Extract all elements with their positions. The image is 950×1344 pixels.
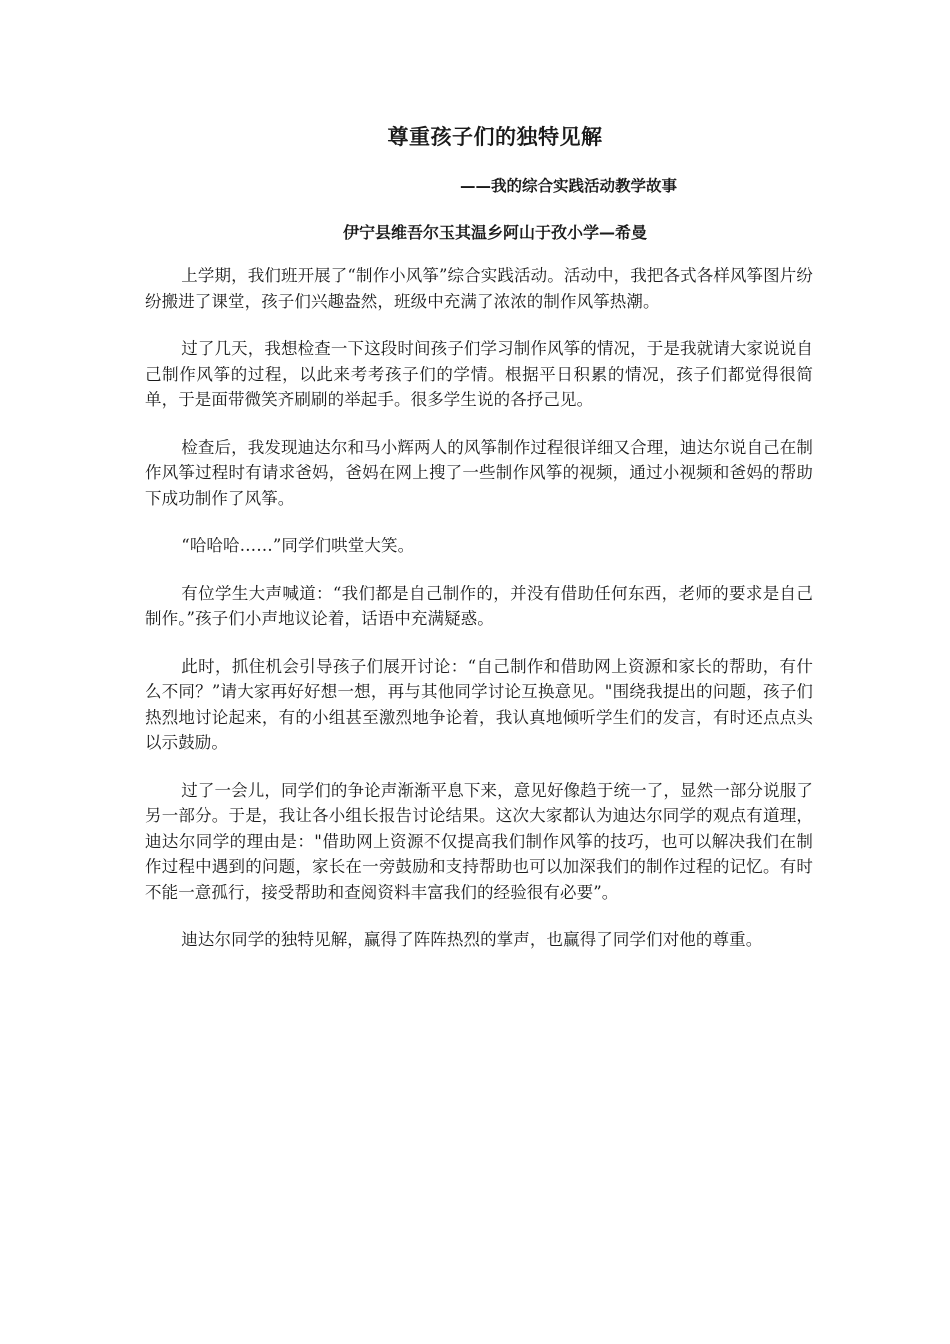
paragraph: 此时，抓住机会引导孩子们展开讨论：“自己制作和借助网上资源和家长的帮助，有什么不同？”请大家再好好想一想，再与其他同学讨论互换意见。"围绕我提出的问题，孩子们热烈地讨论起来，有的小组甚至激烈地争论着，我认真地倾听学生们的发言，有时还点点头以示鼓励。 (145, 656, 813, 752)
paragraph: 过了一会儿，同学们的争论声渐渐平息下来，意见好像趋于统一了，显然一部分说服了另一部分。于是，我让各小组长报告讨论结果。这次大家都认为迪达尔同学的观点有道理，迪达尔同学的理由是："借助网上资源不仅提高我们制作风筝的技巧，也可以解决我们在制作过程中遇到的问题，家长在一旁鼓励和支持帮助也可以加深我们的制作过程的记忆。有时不能一意孤行，接受帮助和查阅资料丰富我们的经验很有必要”。 (145, 780, 813, 902)
paragraph: 有位学生大声喊道：“我们都是自己制作的，并没有借助任何东西，老师的要求是自己制作。”孩子们小声地议论着，话语中充满疑惑。 (145, 583, 813, 628)
paragraph: 过了几天，我想检查一下这段时间孩子们学习制作风筝的情况，于是我就请大家说说自己制作风筝的过程，以此来考考孩子们的学情。根据平日积累的情况，孩子们都觉得很简单，于是面带微笑齐刷刷的举起手。很多学生说的各抒己见。 (145, 339, 813, 409)
paragraph: 上学期，我们班开展了“制作小风筝”综合实践活动。活动中，我把各式各样风筝图片纷纷搬进了课堂，孩子们兴趣盎然，班级中充满了浓浓的制作风筝热潮。 (145, 266, 813, 311)
paragraph: “哈哈哈……”同学们哄堂大笑。 (181, 536, 415, 555)
paragraph: 检查后，我发现迪达尔和马小辉两人的风筝制作过程很详细又合理，迪达尔说自己在制作风筝过程时有请求爸妈，爸妈在网上搜了一些制作风筝的视频，通过小视频和爸妈的帮助下成功制作了风筝。 (145, 437, 813, 508)
document-subtitle: ——我的综合实践活动教学故事 (460, 177, 678, 195)
document-author: 伊宁县维吾尔玉其温乡阿山于孜小学—希曼 (342, 223, 647, 242)
document-title: 尊重孩子们的独特见解 (387, 125, 603, 149)
document-body (145, 263, 813, 975)
paragraph: 迪达尔同学的独特见解，赢得了阵阵热烈的掌声，也赢得了同学们对他的尊重。 (181, 930, 763, 949)
